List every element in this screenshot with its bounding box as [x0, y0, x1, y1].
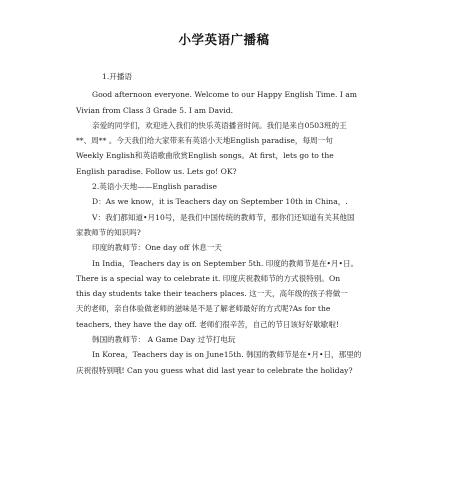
paragraph-line: D：As we know，it is Teachers day on September 10th in China，.	[92, 197, 348, 207]
paragraph-line: Weekly English和英语歌曲欣赏English songs。At first，lets go to the	[76, 151, 334, 161]
paragraph-line: In Korea，Teachers day is on June15th. 韩国的教师节是在•月•日，那里的	[92, 350, 362, 360]
paragraph-line: 天的老师，亲自体验做老师的滋味是不是了解老师最好的方式呢?As for the	[76, 304, 331, 314]
section-heading: 2.英语小天地——English paradise	[92, 182, 217, 192]
paragraph-line: In India，Teachers day is on September 5th. 印度的教师节是在•月•日。	[92, 258, 359, 268]
paragraph-line: There is a special way to celebrate it. 印度庆祝教师节的方式很特别。On	[76, 273, 341, 283]
subsection-heading: 韩国的教师节： A Game Day 过节打电玩	[92, 335, 236, 345]
paragraph-line: English paradise. Follow us. Lets go! OK?	[76, 166, 237, 176]
paragraph-line: 家教师节的知识吗?	[76, 227, 141, 237]
document-title: 小学英语广播稿	[178, 32, 270, 47]
section-heading: 1.开播语	[102, 72, 133, 81]
document-body	[76, 69, 372, 378]
paragraph-line: 庆祝很特别哦! Can you guess what did last year to celebrate the holiday?	[76, 365, 353, 375]
paragraph-line: V：我们都知道•月10号，是我们中国传统的教师节，那你们还知道有关其他国	[92, 212, 355, 222]
paragraph-line: this day students take their teachers places. 这一天，高年级的孩子将做一	[76, 289, 348, 299]
subsection-heading: 印度的教师节：One day off 休息一天	[92, 243, 223, 253]
paragraph-line: Good afternoon everyone. Welcome to our Happy English Time. I am	[92, 90, 357, 100]
paragraph-line: **、周** 。今天我们给大家带来有英语小天地English paradise，每周一句	[76, 136, 333, 146]
paragraph-line: 亲爱的同学们，欢迎进入我们的快乐英语播音时间。我们是来自0503班的王	[92, 120, 347, 130]
paragraph-line: Vivian from Class 3 Grade 5. I am David.	[76, 105, 233, 115]
paragraph-line: teachers, they have the day off. 老师们很辛苦，自己的节日该好好歇歇啦!	[76, 319, 340, 329]
